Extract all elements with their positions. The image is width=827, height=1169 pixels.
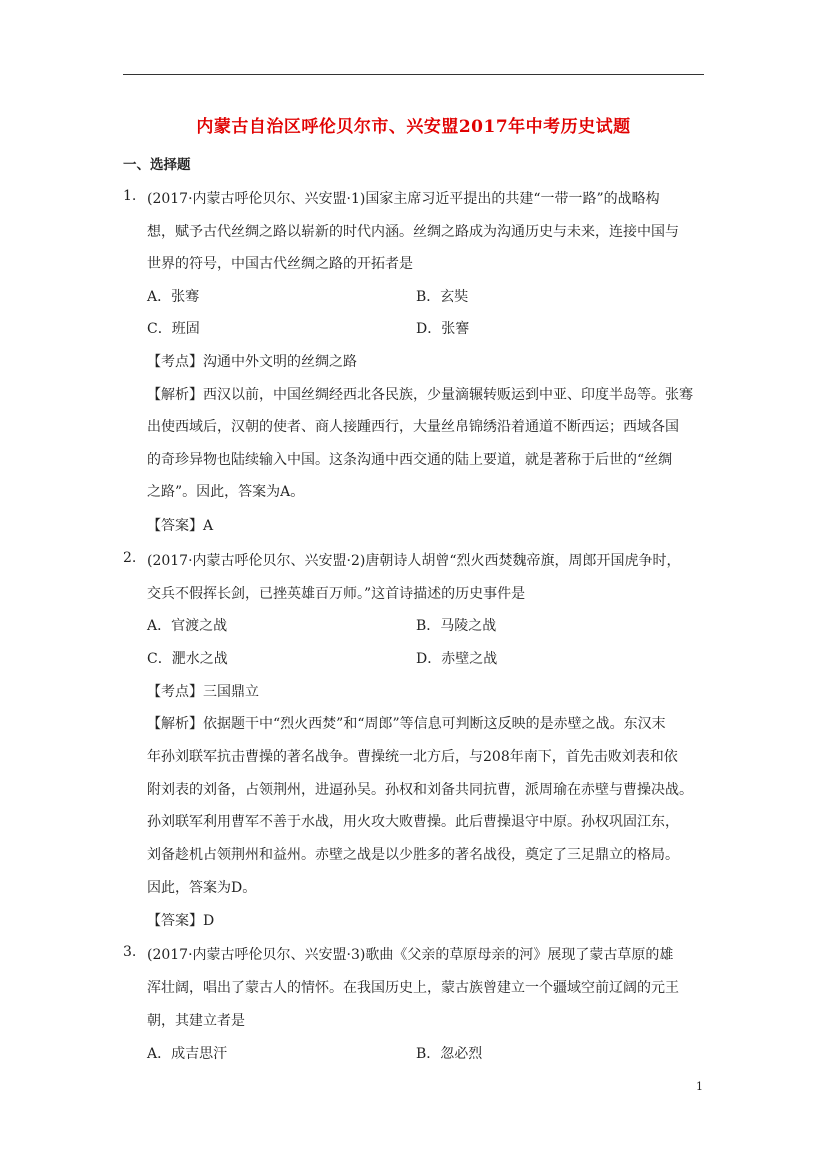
q1-answer: 【答案】A xyxy=(147,518,214,534)
q3-number: 3. xyxy=(123,944,137,960)
q1-option-d: D．张謇 xyxy=(416,321,470,337)
q2-jiexi-line: 孙刘联军利用曹军不善于水战，用火攻大败曹操。此后曹操退守中原。孙权巩固江东， xyxy=(147,814,679,830)
q1-number: 1. xyxy=(123,188,137,204)
q2-answer: 【答案】D xyxy=(147,913,215,929)
q3-option-a: A．成吉思汗 xyxy=(147,1046,228,1062)
section-heading: 一、选择题 xyxy=(123,157,191,173)
q3-stem-line: (2017·内蒙古呼伦贝尔、兴安盟·3)歌曲《父亲的草原母亲的河》展现了蒙古草原的雄 xyxy=(147,947,674,963)
q2-jiexi-line: 【解析】依据题干中“烈火西焚”和“周郎”等信息可判断这反映的是赤壁之战。东汉末 xyxy=(147,716,666,732)
q1-option-b: B．玄奘 xyxy=(416,289,469,305)
page-title: 内蒙古自治区呼伦贝尔市、兴安盟2017年中考历史试题 xyxy=(196,117,631,137)
q3-option-b: B．忽必烈 xyxy=(416,1046,483,1062)
q2-stem-line: (2017·内蒙古呼伦贝尔、兴安盟·2)唐朝诗人胡曾“烈火西焚魏帝旗，周郎开国虎争时， xyxy=(147,553,681,569)
q1-jiexi-line: 的奇珍异物也陆续输入中国。这条沟通中西交通的陆上要道，就是著称于后世的“丝绸 xyxy=(147,452,673,468)
header-rule xyxy=(123,74,704,75)
q2-jiexi-line: 附刘表的刘备，占领荆州，进逼孙吴。孙权和刘备共同抗曹，派周瑜在赤壁与曹操决战。 xyxy=(147,782,693,798)
q3-stem-line: 朝，其建立者是 xyxy=(147,1013,245,1029)
q1-jiexi-line: 出使西域后，汉朝的使者、商人接踵西行，大量丝帛锦绣沿着通道不断西运；西域各国 xyxy=(147,419,679,435)
q1-stem-line: 想，赋予古代丝绸之路以崭新的时代内涵。丝绸之路成为沟通历史与未来，连接中国与 xyxy=(147,224,679,240)
q2-kaodian: 【考点】三国鼎立 xyxy=(147,684,259,700)
q1-option-c: C．班固 xyxy=(147,321,200,337)
q1-jiexi-line: 【解析】西汉以前，中国丝绸经西北各民族，少量滴辗转贩运到中亚、印度半岛等。张骞 xyxy=(147,387,693,403)
q2-jiexi-line: 因此，答案为D。 xyxy=(147,880,257,896)
q2-option-c: C．淝水之战 xyxy=(147,651,228,667)
q2-option-b: B．马陵之战 xyxy=(416,618,497,634)
page-number: 1 xyxy=(696,1080,703,1093)
q2-stem-line: 交兵不假挥长剑，已挫英雄百万师。”这首诗描述的历史事件是 xyxy=(147,586,526,602)
q2-option-a: A．官渡之战 xyxy=(147,618,228,634)
q1-jiexi-line: 之路”。因此，答案为A。 xyxy=(147,484,305,500)
q2-jiexi-line: 刘备趁机占领荆州和益州。赤壁之战是以少胜多的著名战役，奠定了三足鼎立的格局。 xyxy=(147,847,679,863)
q1-stem-line: (2017·内蒙古呼伦贝尔、兴安盟·1)国家主席习近平提出的共建“一带一路”的战略构 xyxy=(147,191,660,207)
q1-stem-line: 世界的符号，中国古代丝绸之路的开拓者是 xyxy=(147,256,413,272)
q1-kaodian: 【考点】沟通中外文明的丝绸之路 xyxy=(147,354,357,370)
q2-number: 2. xyxy=(123,550,137,566)
q3-stem-line: 浑壮阔，唱出了蒙古人的情怀。在我国历史上，蒙古族曾建立一个疆域空前辽阔的元王 xyxy=(147,980,679,996)
q2-jiexi-line: 年孙刘联军抗击曹操的著名战争。曹操统一北方后，与208年南下，首先击败刘表和依 xyxy=(147,749,678,765)
q1-option-a: A．张骞 xyxy=(147,289,200,305)
q2-option-d: D．赤壁之战 xyxy=(416,651,498,667)
